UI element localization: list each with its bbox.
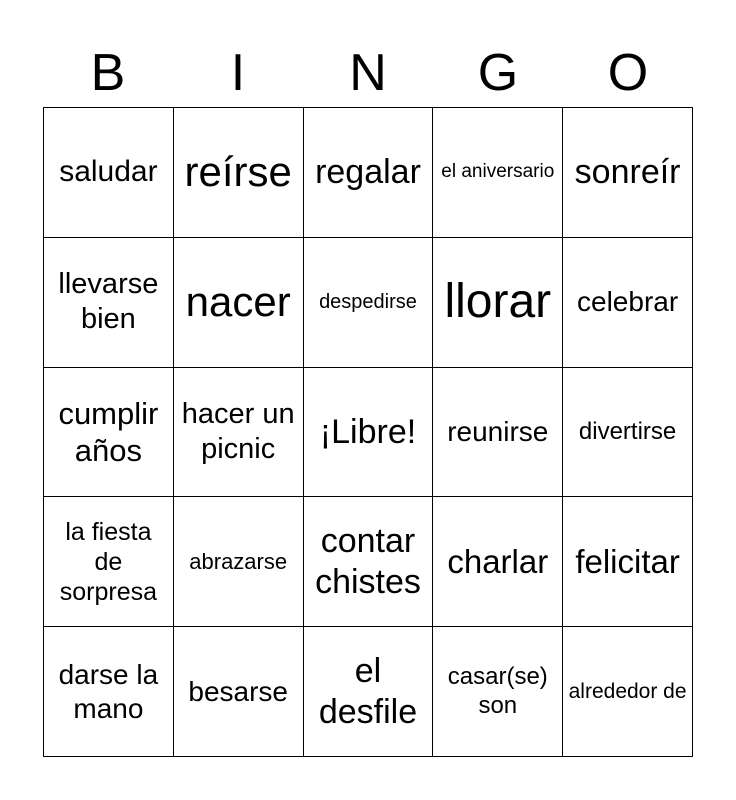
bingo-cell-i5[interactable] — [174, 627, 304, 757]
bingo-cell-label: el aniversario — [441, 161, 555, 182]
bingo-cell-label: despedirse — [319, 291, 417, 314]
bingo-cell-label: reunirse — [447, 416, 549, 448]
bingo-cell-o4[interactable] — [563, 497, 693, 627]
bingo-cell-label: contar chistes — [315, 521, 421, 601]
header-letter-g: G — [477, 44, 519, 102]
bingo-cell-label: divertirse — [578, 417, 677, 445]
bingo-cell-g4[interactable] — [433, 497, 563, 627]
header-letter-i: I — [230, 44, 246, 102]
bingo-cell-o1[interactable] — [563, 108, 693, 238]
bingo-cell-label: llorar — [444, 275, 552, 329]
bingo-cell-g2[interactable] — [433, 238, 563, 368]
bingo-cell-g3[interactable] — [433, 368, 563, 498]
bingo-cell-g5[interactable] — [433, 627, 563, 757]
bingo-cell-label: felicitar — [575, 542, 680, 580]
bingo-cell-b1[interactable] — [44, 108, 174, 238]
bingo-cell-label: la fiesta de sorpresa — [59, 517, 158, 606]
bingo-cell-b4[interactable] — [44, 497, 174, 627]
bingo-cell-label: celebrar — [577, 286, 679, 318]
bingo-cell-i1[interactable] — [174, 108, 304, 238]
bingo-cell-label: casar(se) son — [447, 662, 548, 719]
bingo-cell-label: sonreír — [574, 153, 681, 191]
bingo-cell-label: hacer un picnic — [181, 398, 295, 465]
header-letter-o: O — [607, 44, 649, 102]
bingo-cell-o3[interactable] — [563, 368, 693, 498]
bingo-cell-label: saludar — [59, 155, 158, 189]
bingo-cell-o2[interactable] — [563, 238, 693, 368]
bingo-cell-b3[interactable] — [44, 368, 174, 498]
bingo-cell-b5[interactable] — [44, 627, 174, 757]
bingo-header — [43, 40, 693, 106]
bingo-cell-label: darse la mano — [58, 659, 159, 724]
bingo-cell-label: ¡Libre! — [319, 412, 417, 451]
bingo-board — [43, 107, 693, 757]
bingo-cell-b2[interactable] — [44, 238, 174, 368]
bingo-cell-n2[interactable] — [304, 238, 434, 368]
bingo-cell-label: besarse — [188, 675, 288, 707]
bingo-cell-n5[interactable] — [304, 627, 434, 757]
header-letter-b: B — [90, 44, 126, 102]
bingo-cell-label: llevarse bien — [58, 268, 159, 336]
bingo-cell-n1[interactable] — [304, 108, 434, 238]
header-letter-n: N — [349, 44, 387, 102]
bingo-cell-n4[interactable] — [304, 497, 434, 627]
bingo-cell-label: regalar — [315, 153, 421, 191]
bingo-cell-g1[interactable] — [433, 108, 563, 238]
bingo-cell-label: alrededor de — [568, 680, 687, 703]
bingo-cell-n3[interactable] — [304, 368, 434, 498]
bingo-cell-i2[interactable] — [174, 238, 304, 368]
bingo-cell-o5[interactable] — [563, 627, 693, 757]
bingo-cell-i3[interactable] — [174, 368, 304, 498]
bingo-cell-i4[interactable] — [174, 497, 304, 627]
bingo-cell-label: cumplir años — [58, 395, 159, 468]
bingo-cell-label: abrazarse — [189, 548, 288, 574]
bingo-cell-label: charlar — [447, 542, 549, 580]
bingo-cell-label: reírse — [184, 148, 292, 196]
bingo-cell-label: nacer — [185, 278, 291, 325]
bingo-cell-label: el desfile — [318, 651, 418, 731]
